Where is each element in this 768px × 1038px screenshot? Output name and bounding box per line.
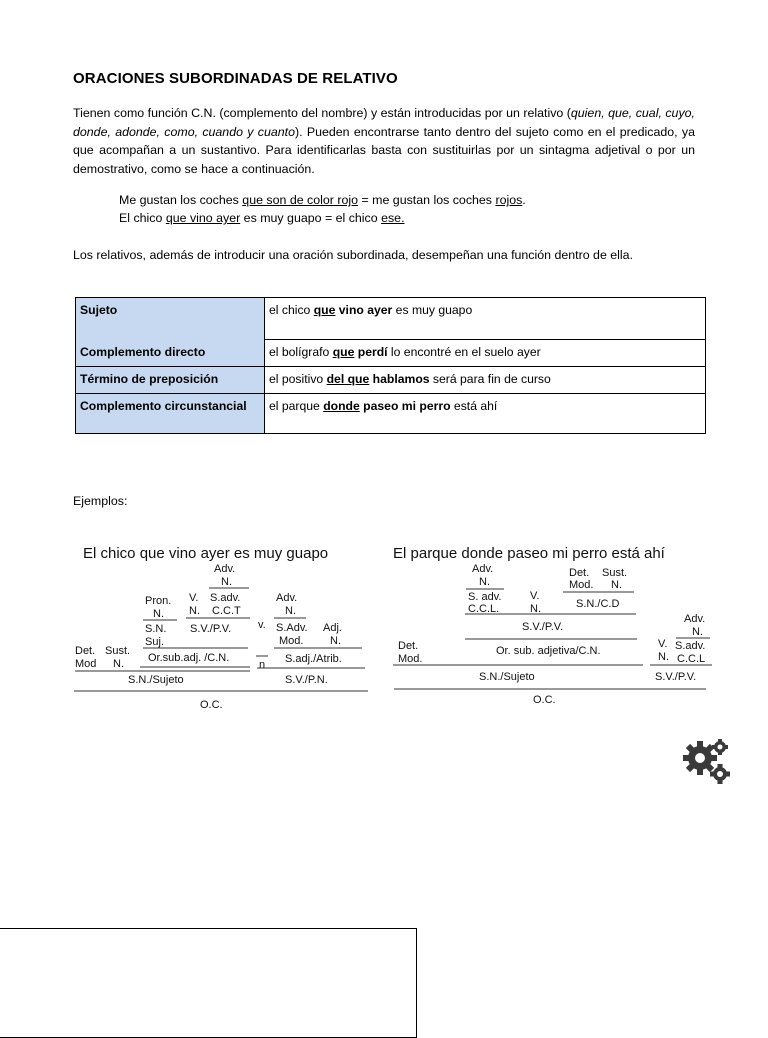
- tree2-node: S.V./P.V.: [522, 621, 564, 633]
- tree1-node: S.V./P.N.: [285, 674, 328, 686]
- tree1-node: S.adj./Atrib.: [285, 653, 342, 665]
- tree1-node: N.: [285, 605, 296, 617]
- ex1-replacement: rojos: [495, 193, 523, 207]
- tree2-node: Det.: [569, 567, 590, 579]
- row-label: Término de preposición: [76, 367, 265, 394]
- tree1-node: Adj.: [323, 622, 342, 634]
- tree1-node: v.: [258, 619, 266, 631]
- tree2-node: Adv.: [684, 613, 706, 625]
- bottom-frame: [0, 928, 417, 1038]
- tree2-node: S.N./Sujeto: [479, 671, 535, 683]
- tree2-node: N.: [611, 579, 622, 591]
- tree2-node: N.: [530, 603, 541, 615]
- gears-icon[interactable]: [682, 738, 732, 788]
- tree2-node: S. adv.: [468, 591, 502, 603]
- tree1-node: S.N./Sujeto: [128, 674, 184, 686]
- tree1-node: n: [259, 659, 266, 671]
- tree2-node: V.: [658, 638, 668, 650]
- tree1-node: Sust.: [105, 645, 131, 657]
- examples-heading: Ejemplos:: [73, 494, 128, 508]
- ex2-mid: es muy guapo = el chico: [240, 211, 382, 225]
- tree2-node: C.C.L.: [468, 603, 500, 615]
- tree2-node: N.: [658, 651, 669, 663]
- tree1-node: Adv.: [276, 592, 298, 604]
- row-label: Sujeto: [76, 298, 265, 340]
- relatives-list: quien, que, cual, cuyo, donde, adonde, como, cuando y cuanto: [73, 106, 695, 139]
- intro-part1: Tienen como función C.N. (complemento del nombre) y están introducidas por un relativo (: [73, 106, 571, 120]
- tree2-node: Det.: [398, 640, 419, 652]
- ex1-pre: Me gustan los coches: [119, 193, 243, 207]
- intro-part2: ). Pueden encontrarse tanto dentro del sujeto como en el predicado, ya que acompañan a un sustantivo. Para identificarlas basta con sustituirlas por un sintagma adjetival o por un demostrativo, como se hace a continuación.: [73, 124, 695, 176]
- syntax-tree-1: [74, 545, 368, 711]
- tree1-node: S.V./P.V.: [190, 623, 232, 635]
- tree1-node: N.: [189, 605, 200, 617]
- ex2-pre: El chico: [119, 211, 166, 225]
- tree1-node: Pron.: [145, 595, 172, 607]
- tree2-node: S.adv.: [675, 640, 706, 652]
- tree1-node: Mod.: [279, 635, 304, 647]
- row-example: el chico que vino ayer es muy guapo: [265, 298, 706, 340]
- tree2-node: O.C.: [533, 694, 556, 706]
- tree1-node: V.: [189, 592, 199, 604]
- tree1-sentence: El chico que vino ayer es muy guapo: [83, 545, 329, 562]
- tree1-node: N.: [113, 658, 124, 670]
- row-label: Complemento directo: [76, 340, 265, 367]
- tree1-node: Mod: [75, 658, 97, 670]
- tree2-node: Mod.: [569, 579, 594, 591]
- tree2-node: N.: [692, 626, 703, 638]
- tree2-node: Or. sub. adjetiva/C.N.: [496, 645, 601, 657]
- row-example: el positivo del que hablamos será para fin de curso: [265, 367, 706, 394]
- tree2-node: S.V./P.V.: [655, 671, 697, 683]
- page-title: ORACIONES SUBORDINADAS DE RELATIVO: [73, 70, 398, 87]
- tree2-node: N.: [479, 576, 490, 588]
- tree1-node: S.adv.: [210, 592, 241, 604]
- tree1-node: O.C.: [200, 699, 223, 711]
- ex2-replacement: ese.: [381, 211, 405, 225]
- tree1-node: Suj.: [145, 636, 164, 648]
- tree2-node: C.C.L: [677, 653, 706, 665]
- tree1-node: Det.: [75, 645, 96, 657]
- tree2-node: V.: [530, 590, 540, 602]
- tree2-node: Sust.: [602, 567, 628, 579]
- ex2-clause: que vino ayer: [165, 211, 241, 225]
- tree1-node: S.Adv.: [276, 622, 308, 634]
- row-example: el parque donde paseo mi perro está ahí: [265, 394, 706, 434]
- tree1-node: C.C.T: [212, 605, 241, 617]
- tree2-node: S.N./C.D: [576, 598, 620, 610]
- tree2-sentence: El parque donde paseo mi perro está ahí: [393, 545, 665, 562]
- tree2-node: Mod.: [398, 653, 423, 665]
- ex1-mid: = me gustan los coches: [358, 193, 496, 207]
- tree1-node: N.: [153, 608, 164, 620]
- ex1-end: .: [522, 193, 526, 207]
- syntax-tree-2: [393, 545, 712, 706]
- tree1-node: N.: [330, 635, 341, 647]
- ex1-clause: que son de color rojo: [242, 193, 359, 207]
- tree1-node: N.: [221, 576, 232, 588]
- relatives-note: Los relativos, además de introducir una oración subordinada, desempeñan una función dentro de ella.: [73, 248, 634, 262]
- row-example: el bolígrafo que perdí lo encontré en el suelo ayer: [265, 340, 706, 367]
- tree1-node: Adv.: [214, 563, 236, 575]
- tree1-node: S.N.: [145, 623, 167, 635]
- tree1-node: Or.sub.adj. /C.N.: [148, 652, 230, 664]
- row-label: Complemento circunstancial: [76, 394, 265, 434]
- tree2-node: Adv.: [472, 563, 494, 575]
